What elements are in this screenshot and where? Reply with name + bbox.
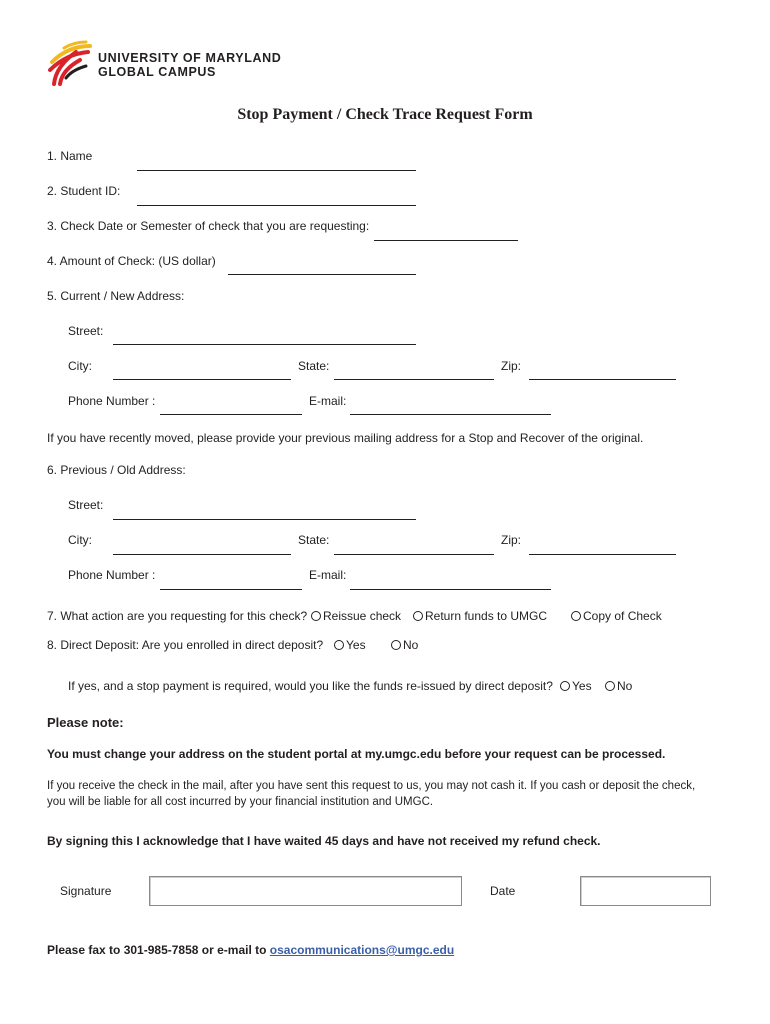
current-phone-label: Phone Number : <box>68 394 156 408</box>
logo-line1: UNIVERSITY OF MARYLAND <box>98 51 282 65</box>
direct-deposit-no-radio[interactable] <box>391 640 401 650</box>
reissue-direct-deposit-no-option[interactable] <box>605 679 632 693</box>
current-email-field[interactable] <box>350 414 551 415</box>
reissue-dd-yes-label: Yes <box>572 679 592 693</box>
prev-phone-field[interactable] <box>160 589 302 590</box>
copy-of-check-option[interactable] <box>571 609 662 623</box>
page-title: Stop Payment / Check Trace Request Form <box>237 106 533 123</box>
student-id-label: 2. Student ID: <box>47 184 121 198</box>
prev-state-label: State: <box>298 533 330 547</box>
date-field[interactable] <box>580 876 711 906</box>
prev-email-field[interactable] <box>350 589 551 590</box>
prev-state-field[interactable] <box>334 554 494 555</box>
contact-email-link[interactable]: osacommunications@umgc.edu <box>269 943 455 957</box>
q8-label: 8. Direct Deposit: Are you enrolled in direct deposit? <box>47 638 324 652</box>
logo <box>46 40 96 88</box>
prev-city-label: City: <box>68 533 92 547</box>
check-date-field[interactable] <box>374 240 518 241</box>
prev-zip-field[interactable] <box>529 554 676 555</box>
return-funds-label: Return funds to UMGC <box>425 609 548 623</box>
copy-of-check-label: Copy of Check <box>583 609 662 623</box>
reissue-dd-no-radio[interactable] <box>605 681 615 691</box>
return-funds-radio[interactable] <box>413 611 423 621</box>
name-label: 1. Name <box>47 149 93 163</box>
current-state-field[interactable] <box>334 379 494 380</box>
return-funds-option[interactable] <box>413 609 547 623</box>
portal-note: You must change your address on the student portal at my.umgc.edu before your request can be processed. <box>47 747 666 761</box>
cash-warning-line1: If you receive the check in the mail, after you have sent this request to us, you may not cash it. If you cash or deposit the check, <box>47 780 696 792</box>
acknowledge-note: By signing this I acknowledge that I have waited 45 days and have not received my refund check. <box>47 834 601 848</box>
copy-of-check-radio[interactable] <box>571 611 581 621</box>
student-id-field[interactable] <box>137 205 416 206</box>
signature-field[interactable] <box>149 876 462 906</box>
logo-line2: GLOBAL CAMPUS <box>98 65 216 79</box>
previous-address-label: 6. Previous / Old Address: <box>47 463 186 477</box>
prev-street-label: Street: <box>68 498 104 512</box>
q7-label: 7. What action are you requesting for this check? <box>47 609 308 623</box>
prev-email-label: E-mail: <box>309 568 347 582</box>
current-city-field[interactable] <box>113 379 291 380</box>
current-zip-label: Zip: <box>501 359 522 373</box>
cash-warning-line2: you will be liable for all cost incurred by your financial institution and UMGC. <box>47 796 434 808</box>
please-note-heading: Please note: <box>47 715 124 730</box>
direct-deposit-yes-label: Yes <box>346 638 366 652</box>
direct-deposit-no-label: No <box>403 638 419 652</box>
direct-deposit-no-option[interactable] <box>391 638 418 652</box>
prev-phone-label: Phone Number : <box>68 568 156 582</box>
direct-deposit-yes-option[interactable] <box>334 638 366 652</box>
amount-label: 4. Amount of Check: (US dollar) <box>47 254 216 268</box>
reissue-check-option[interactable] <box>311 609 401 623</box>
current-phone-field[interactable] <box>160 414 302 415</box>
amount-field[interactable] <box>228 274 416 275</box>
current-email-label: E-mail: <box>309 394 347 408</box>
current-address-label: 5. Current / New Address: <box>47 289 185 303</box>
date-label: Date <box>490 884 516 898</box>
logo-mark-icon <box>46 40 96 88</box>
reissue-direct-deposit-yes-option[interactable] <box>560 679 592 693</box>
current-street-field[interactable] <box>113 344 416 345</box>
fax-text: Please fax to 301-985-7858 or e-mail to <box>47 943 270 957</box>
prev-city-field[interactable] <box>113 554 291 555</box>
signature-label: Signature <box>60 884 112 898</box>
reissue-dd-no-label: No <box>617 679 633 693</box>
q8b-label: If yes, and a stop payment is required, would you like the funds re-issued by direct deposit? <box>68 679 553 693</box>
name-field[interactable] <box>137 170 416 171</box>
current-city-label: City: <box>68 359 92 373</box>
check-date-label: 3. Check Date or Semester of check that you are requesting: <box>47 219 370 233</box>
reissue-check-label: Reissue check <box>323 609 402 623</box>
current-street-label: Street: <box>68 324 104 338</box>
current-zip-field[interactable] <box>529 379 676 380</box>
current-state-label: State: <box>298 359 330 373</box>
moved-note: If you have recently moved, please provide your previous mailing address for a Stop and Recover of the original. <box>47 431 644 445</box>
prev-street-field[interactable] <box>113 519 416 520</box>
prev-zip-label: Zip: <box>501 533 522 547</box>
fax-instructions <box>47 943 454 957</box>
direct-deposit-yes-radio[interactable] <box>334 640 344 650</box>
reissue-check-radio[interactable] <box>311 611 321 621</box>
reissue-dd-yes-radio[interactable] <box>560 681 570 691</box>
